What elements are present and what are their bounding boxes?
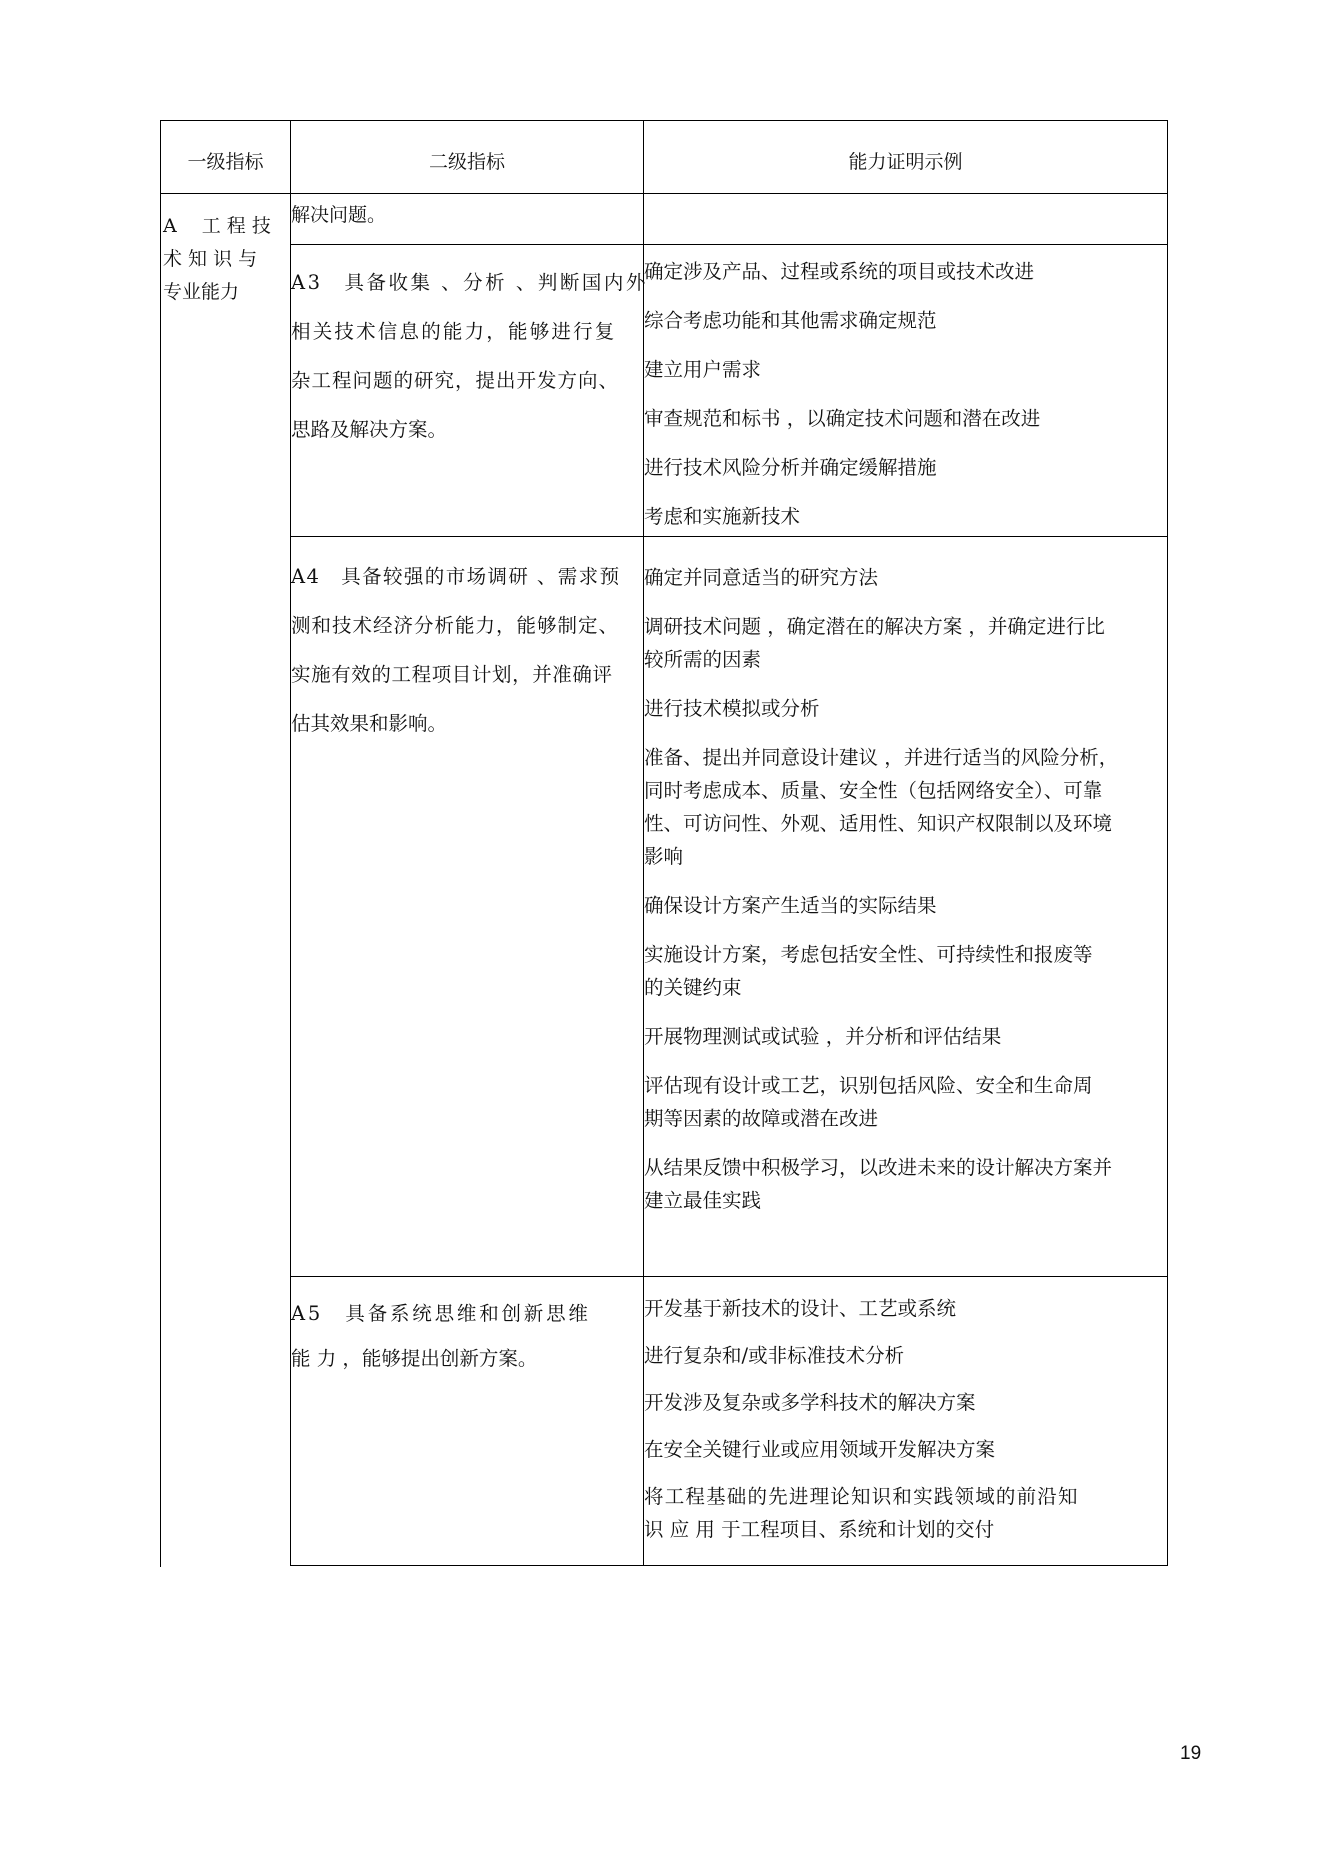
criterion-line: 相关技术信息的能力，能够进行复 [291, 320, 617, 343]
a3-row-border [290, 536, 1168, 537]
continuation-row-border [290, 244, 1168, 245]
header-bottom-border [160, 193, 1168, 194]
header-level1: 一级指标 [187, 151, 264, 173]
example-item [644, 1339, 1079, 1372]
example-item [644, 1292, 1079, 1325]
table-right-border [1167, 120, 1168, 1566]
example-item [644, 889, 1118, 922]
example-line: 确定并同意适当的研究方法 [644, 566, 879, 589]
examples-a4 [644, 561, 1118, 1217]
example-item [644, 1433, 1079, 1466]
example-item [644, 692, 1118, 725]
example-line: 实施设计方案，考虑包括安全性、可持续性和报废等 [644, 943, 1093, 966]
level1-line: 专业能力 [163, 281, 240, 303]
criterion-line: 杂工程问题的研究，提出开发方向、 [291, 369, 620, 392]
example-item [644, 1480, 1079, 1546]
example-line: 调研技术问题 ，确定潜在的解决方案 ，并确定进行比 [644, 615, 1105, 638]
header-level2: 二级指标 [428, 151, 505, 173]
example-item: 确定涉及产品、过程或系统的项目或技术改进 [644, 260, 1035, 283]
example-line: 同时考虑成本、质量、安全性（包括网络安全）、可靠 [644, 779, 1103, 802]
criterion-a5 [291, 1291, 591, 1381]
criterion-line: 测和技术经济分析能力，能够制定、 [291, 614, 620, 637]
example-line: 进行复杂和/或非标准技术分析 [644, 1344, 905, 1367]
example-item [644, 741, 1118, 873]
criterion-a4 [291, 552, 621, 748]
table-top-border [160, 120, 1168, 121]
level1-line: A 工 程 技 [163, 215, 271, 237]
table-bottom-border [290, 1565, 1168, 1566]
criterion-line: A5 具备系统思维和创新思维 [291, 1302, 591, 1325]
example-line: 确保设计方案产生适当的实际结果 [644, 894, 937, 917]
example-item [644, 610, 1118, 676]
example-line: 准备、提出并同意设计建议 ，并进行适当的风险分析， [644, 746, 1119, 769]
table-left-border [160, 120, 161, 1567]
criterion-line: 思路及解决方案。 [291, 418, 448, 441]
example-item [644, 1151, 1118, 1217]
example-line: 期等因素的故障或潜在改进 [644, 1107, 879, 1130]
example-line: 建立最佳实践 [644, 1189, 762, 1212]
example-item: 考虑和实施新技术 [644, 505, 801, 528]
example-line: 开发涉及复杂或多学科技术的解决方案 [644, 1391, 976, 1414]
examples-a3 [644, 255, 1040, 533]
example-line: 影响 [644, 845, 684, 868]
example-line: 识 应 用 于工程项目、系统和计划的交付 [644, 1518, 995, 1541]
example-line: 的关键约束 [644, 976, 742, 999]
level1-line: 术 知 识 与 [163, 248, 258, 270]
criterion-line: A4 具备较强的市场调研 、需求预 [291, 565, 621, 588]
example-item: 进行技术风险分析并确定缓解措施 [644, 456, 937, 479]
header-examples: 能力证明示例 [848, 151, 963, 173]
example-item: 建立用户需求 [644, 358, 762, 381]
example-line: 从结果反馈中积极学习，以改进未来的设计解决方案并 [644, 1156, 1113, 1179]
example-item [644, 938, 1118, 1004]
example-line: 较所需的因素 [644, 648, 762, 671]
example-line: 将工程基础的先进理论知识和实践领域的前沿知 [644, 1485, 1079, 1508]
example-item [644, 1069, 1118, 1135]
example-line: 开发基于新技术的设计、工艺或系统 [644, 1297, 957, 1320]
criterion-line: 能 力 ，能够提出创新方案。 [291, 1347, 538, 1370]
example-line: 开展物理测试或试验 ，并分析和评估结果 [644, 1025, 1002, 1048]
continuation-text: 解决问题。 [291, 204, 387, 226]
example-line: 评估现有设计或工艺，识别包括风险、安全和生命周 [644, 1074, 1093, 1097]
criterion-line: A3 具备收集 、分析 、判断国内外 [291, 271, 648, 294]
a4-row-border [290, 1276, 1168, 1277]
example-item [644, 1386, 1079, 1419]
level1-indicator [163, 210, 291, 309]
example-line: 性、可访问性、外观、适用性、知识产权限制以及环境 [644, 812, 1113, 835]
example-line: 在安全关键行业或应用领域开发解决方案 [644, 1438, 996, 1461]
page-number: 19 [1180, 1743, 1202, 1764]
examples-a5 [644, 1292, 1079, 1546]
example-line: 进行技术模拟或分析 [644, 697, 820, 720]
criterion-a3 [291, 258, 648, 454]
criterion-line: 估其效果和影响。 [291, 712, 448, 735]
example-item [644, 1020, 1118, 1053]
example-item [644, 561, 1118, 594]
example-item: 审查规范和标书 ，以确定技术问题和潜在改进 [644, 407, 1041, 430]
criterion-line: 实施有效的工程项目计划，并准确评 [291, 663, 613, 686]
example-item: 综合考虑功能和其他需求确定规范 [644, 309, 937, 332]
